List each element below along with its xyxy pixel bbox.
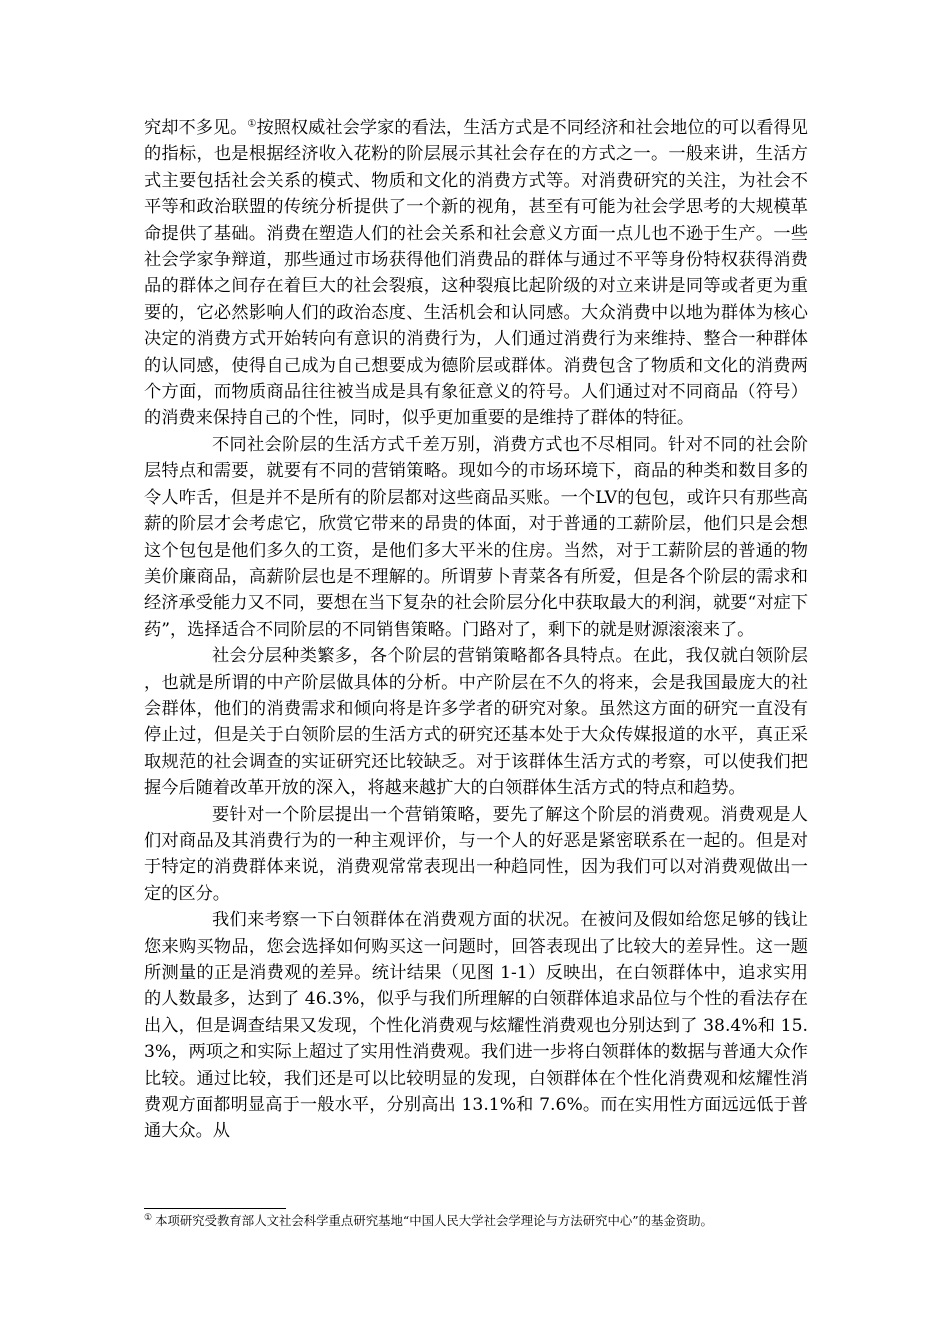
paragraph-1-text: 按照权威社会学家的看法，生活方式是不同经济和社会地位的可以看得见的指标，也是根据经济收入花粉的阶层展示其社会存在的方式之一。一般来讲，生活方式主要包括社会关系的模式、物质和文化的消费方式等。对消费研究的关注，为社会不平等和政治联盟的传统分析提供了一个新的视角，甚至有可能为社会学思考的大规模革命提供了基础。消费在塑造人们的社会关系和社会意义方面一点儿也不逊于生产。一些社会学家争辩道，那些通过市场获得他们消费品的群体与通过不平等身份特权获得消费品的群体之间存在着巨大的社会裂痕，这种裂痕比起阶级的对立来讲是同等或者更为重要的，它必然影响人们的政治态度、生活机会和认同感。大众消费中以地为群体为核心决定的消费方式开始转向有意识的消费行为，人们通过消费行为来维持、整合一种群体的认同感，使得自己成为自己想要成为德阶层或群体。消费包含了物质和文化的消费两个方面，而物质商品往往被当成是具有象征意义的符号。人们通过对不同商品（符号）的消费来保持自己的个性，同时，似乎更加重要的是维持了群体的特征。 (144, 118, 808, 429)
footnote-text: 本项研究受教育部人文社会科学重点研究基地“中国人民大学社会学理论与方法研究中心”的基金资助。 (155, 1213, 713, 1228)
paragraph-4: 要针对一个阶层提出一个营销策略，要先了解这个阶层的消费观。消费观是人们对商品及其消费行为的一种主观评价，与一个人的好恶是紧密联系在一起的。但是对于特定的消费群体来说，消费观常常表现出一种趋同性，因为我们可以对消费观做出一定的区分。 (144, 804, 808, 904)
paragraph-1 (144, 115, 808, 432)
footnote-reference[interactable]: ① (247, 118, 257, 130)
footnote-separator (144, 1208, 286, 1209)
footnote (144, 1212, 824, 1230)
paragraph-2: 不同社会阶层的生活方式千差万别，消费方式也不尽相同。针对不同的社会阶层特点和需要，就要有不同的营销策略。现如今的市场环境下，商品的种类和数目多的令人咋舌，但是并不是所有的阶层都对这些商品买账。一个LV的包包，或许只有那些高薪的阶层才会考虑它，欣赏它带来的昂贵的体面，对于普通的工薪阶层，他们只是会想这个包包是他们多久的工资，是他们多大平米的住房。当然，对于工薪阶层的普通的物美价廉商品，高薪阶层也是不理解的。所谓萝卜青菜各有所爱，但是各个阶层的需求和经济承受能力又不同，要想在当下复杂的社会阶层分化中获取最大的利润，就要“对症下药”，选择适合不同阶层的不同销售策略。门路对了，剩下的就是财源滚滚来了。 (144, 434, 808, 640)
paragraph-5: 我们来考察一下白领群体在消费观方面的状况。在被问及假如给您足够的钱让您来购买物品，您会选择如何购买这一问题时，回答表现出了比较大的差异性。这一题所测量的正是消费观的差异。统计结果（见图 1-1）反映出，在白领群体中，追求实用的人数最多，达到了 46.3%，似乎与我们所理解的白领群体追求品位与个性的看法存在出入，但是调查结果又发现，个性化消费观与炫耀性消费观也分别达到了 38.4%和 15.3%，两项之和实际上超过了实用性消费观。我们进一步将白领群体的数据与普通大众作比较。通过比较，我们还是可以比较明显的发现，白领群体在个性化消费观和炫耀性消费观方面都明显高于一般水平，分别高出 13.1%和 7.6%。而在实用性方面远远低于普通大众。从 (144, 910, 808, 1142)
paragraph-1-lead: 究却不多见。 (144, 118, 248, 138)
paragraph-3: 社会分层种类繁多，各个阶层的营销策略都各具特点。在此，我仅就白领阶层，也就是所谓的中产阶层做具体的分析。中产阶层在不久的将来，会是我国最庞大的社会群体，他们的消费需求和倾向将是许多学者的研究对象。虽然这方面的研究一直没有停止过，但是关于白领阶层的生活方式的研究还基本处于大众传媒报道的水平，真正采取规范的社会调查的实证研究还比较缺乏。对于该群体生活方式的考察，可以使我们把握今后随着改革开放的深入，将越来越扩大的白领群体生活方式的特点和趋势。 (144, 646, 808, 799)
body-text (144, 115, 808, 1145)
footnote-mark: ① (144, 1212, 153, 1223)
